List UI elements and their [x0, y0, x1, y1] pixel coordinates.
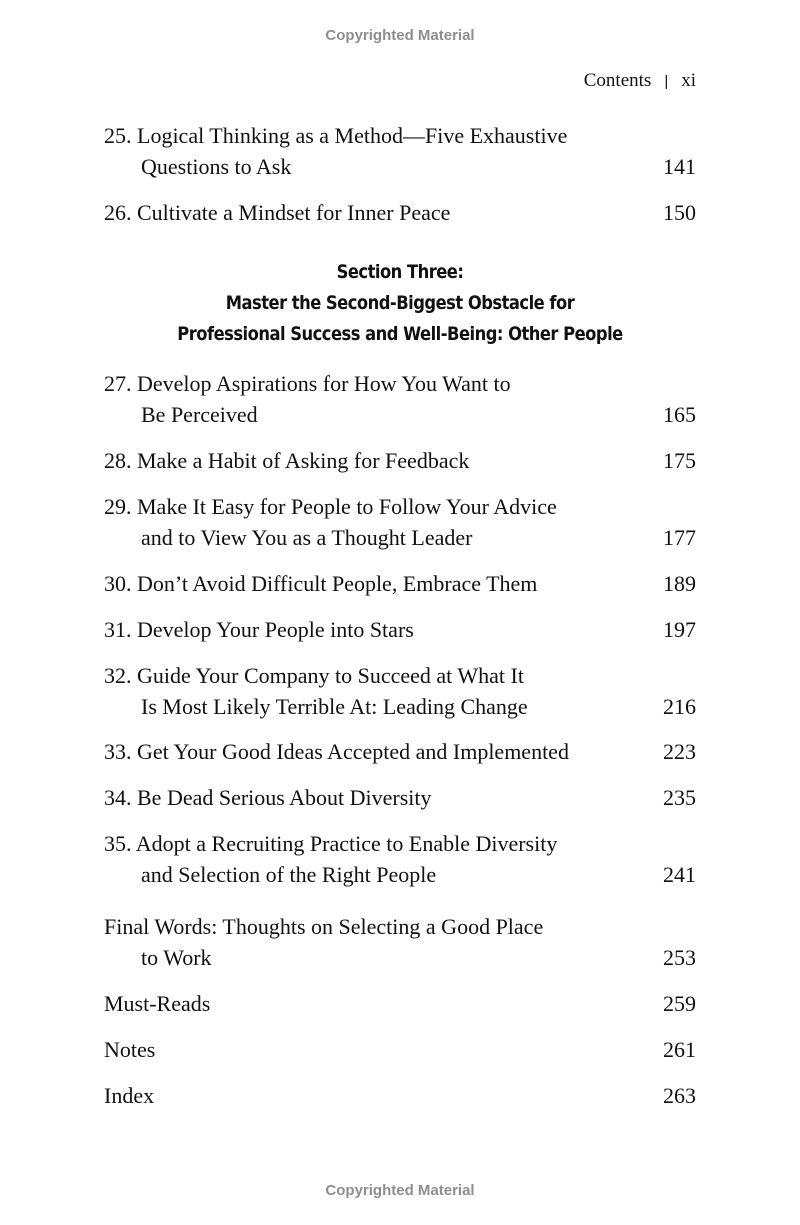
toc-entry-title: Index	[104, 1083, 155, 1108]
section-heading-line: Professional Success and Well-Being: Other People	[177, 323, 623, 345]
toc-entry[interactable]	[104, 614, 696, 645]
running-head	[584, 70, 696, 92]
running-head-label: Contents	[583, 70, 652, 91]
toc-page-number: 223	[663, 739, 696, 764]
toc-entry-title-continued: and to View You as a Thought Leader	[141, 525, 473, 550]
toc-entry-title-continued: and Selection of the Right People	[141, 862, 437, 887]
toc-entry-title: Notes	[104, 1037, 156, 1062]
toc-page-number: 150	[663, 200, 696, 225]
toc-entry-title: Final Words: Thoughts on Selecting a Good Place	[104, 914, 544, 939]
toc-entry[interactable]	[104, 828, 696, 890]
toc-page-number: 235	[663, 785, 696, 810]
toc-page-number: 189	[663, 571, 696, 596]
toc-entry-title: 27. Develop Aspirations for How You Want to	[104, 371, 511, 396]
copyright-watermark-top: Copyrighted Material	[325, 27, 475, 44]
toc-page-number: 253	[663, 945, 696, 970]
toc-entry-title: 25. Logical Thinking as a Method—Five Exhaustive	[104, 123, 568, 148]
toc-entry[interactable]	[104, 911, 696, 973]
toc-entry-title-continued: to Work	[141, 945, 212, 970]
toc-entry-title-continued: Questions to Ask	[141, 154, 292, 179]
toc-entry-title: Must-Reads	[104, 991, 211, 1016]
toc-entry[interactable]	[104, 1034, 696, 1065]
toc-page-number: 259	[663, 991, 696, 1016]
toc-entry-title: 26. Cultivate a Mindset for Inner Peace	[104, 200, 451, 225]
toc-page-number: 175	[663, 448, 696, 473]
toc-page-number: 216	[663, 694, 696, 719]
toc-page-number: 177	[663, 525, 696, 550]
page-folio: xi	[681, 70, 696, 91]
toc-page-number: 197	[663, 617, 696, 642]
toc-entry[interactable]	[104, 368, 696, 430]
toc-entry[interactable]	[104, 445, 696, 476]
toc-entry-title: 35. Adopt a Recruiting Practice to Enable Diversity	[104, 831, 558, 856]
toc-entry-title: 30. Don’t Avoid Difficult People, Embrace Them	[104, 571, 538, 596]
section-heading-line: Master the Second-Biggest Obstacle for	[225, 292, 575, 314]
toc-page-number: 165	[663, 402, 696, 427]
toc-entry-title: 32. Guide Your Company to Succeed at What It	[104, 663, 524, 688]
toc-entry[interactable]	[104, 988, 696, 1019]
toc-entry[interactable]	[104, 197, 696, 228]
toc-entry-title: 31. Develop Your People into Stars	[104, 617, 414, 642]
running-head-separator: |	[664, 73, 669, 90]
toc-entry[interactable]	[104, 736, 696, 767]
toc-entry-title-continued: Is Most Likely Terrible At: Leading Change	[141, 694, 528, 719]
toc-page-number: 241	[663, 862, 696, 887]
toc-entry[interactable]	[104, 120, 696, 182]
toc-entry[interactable]	[104, 660, 696, 722]
toc-entry-title: 29. Make It Easy for People to Follow Your Advice	[104, 494, 557, 519]
copyright-watermark-bottom: Copyrighted Material	[325, 1182, 475, 1199]
toc-entry[interactable]	[104, 1080, 696, 1111]
section-heading-line: Section Three:	[336, 261, 464, 283]
toc-entry[interactable]	[104, 491, 696, 553]
toc-entry-title: 33. Get Your Good Ideas Accepted and Implemented	[104, 739, 569, 764]
toc-page-number: 261	[663, 1037, 696, 1062]
toc-entry-title-continued: Be Perceived	[141, 402, 258, 427]
toc-entry-title: 28. Make a Habit of Asking for Feedback	[104, 448, 470, 473]
toc-entry[interactable]	[104, 782, 696, 813]
toc-entry[interactable]	[104, 568, 696, 599]
toc-page-number: 141	[663, 154, 696, 179]
toc-entry-title: 34. Be Dead Serious About Diversity	[104, 785, 432, 810]
section-heading	[56, 257, 744, 350]
toc-page-number: 263	[663, 1083, 696, 1108]
